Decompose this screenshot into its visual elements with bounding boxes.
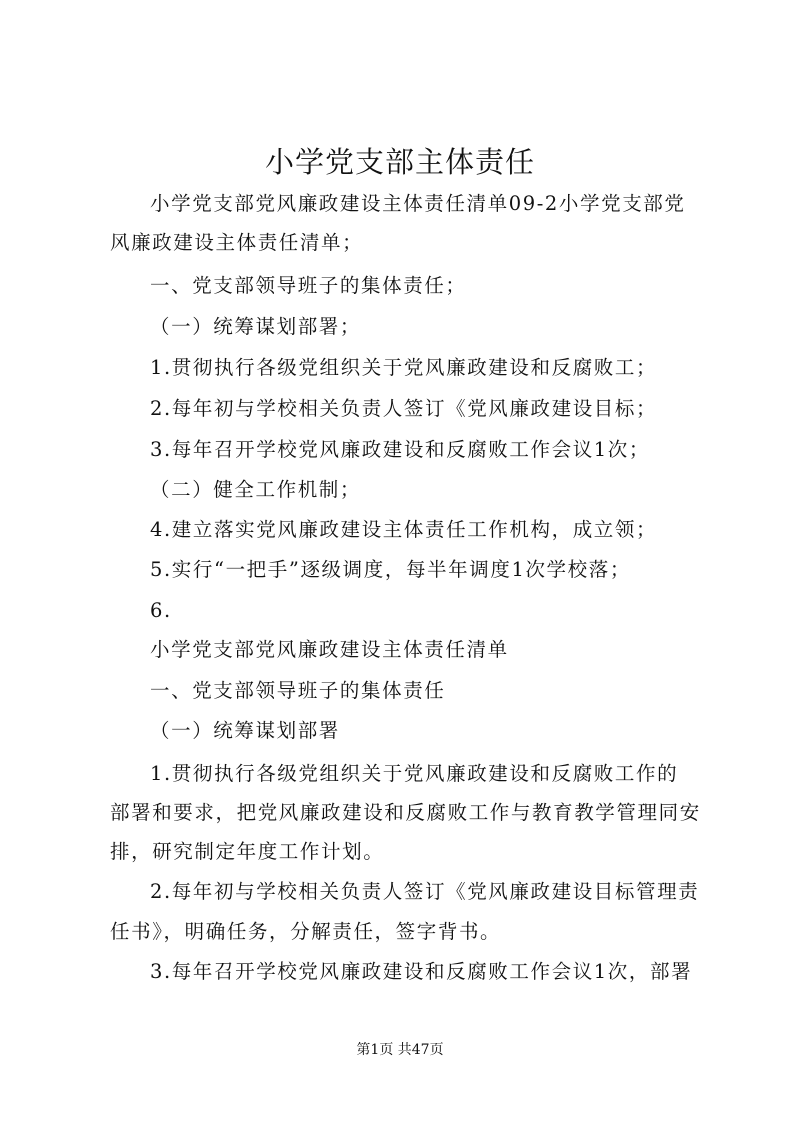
paragraph-line: 部署和要求，把党风廉政建设和反腐败工作与教育教学管理同安 xyxy=(110,801,701,824)
paragraph-line: 6. xyxy=(150,599,172,622)
paragraph-line: 3.每年召开学校党风廉政建设和反腐败工作会议1次； xyxy=(150,438,651,461)
paragraph-line: 一、党支部领导班子的集体责任 xyxy=(150,679,446,702)
paragraph-line: 任书》，明确任务，分解责任，签字背书。 xyxy=(110,920,502,943)
page-title: 小学党支部主体责任 xyxy=(264,145,535,179)
paragraph-line: 1.贯彻执行各级党组织关于党风廉政建设和反腐败工； xyxy=(150,356,658,379)
paragraph-line: 小学党支部党风廉政建设主体责任清单09-2小学党支部党 xyxy=(150,192,686,215)
paragraph-line: 小学党支部党风廉政建设主体责任清单 xyxy=(150,638,509,661)
paragraph-line: 3.每年召开学校党风廉政建设和反腐败工作会议1次，部署 xyxy=(150,960,693,983)
paragraph-line: （二）健全工作机制； xyxy=(150,478,362,501)
paragraph-line: 风廉政建设主体责任清单； xyxy=(110,231,364,254)
paragraph-line: （一）统筹谋划部署 xyxy=(150,719,340,742)
paragraph-line: （一）统筹谋划部署； xyxy=(150,315,362,338)
paragraph-line: 一、党支部领导班子的集体责任； xyxy=(150,274,467,297)
paragraph-line: 1.贯彻执行各级党组织关于党风廉政建设和反腐败工作的 xyxy=(150,762,679,785)
page-number-footer: 第1页 共47页 xyxy=(356,1042,444,1058)
paragraph-line: 2.每年初与学校相关负责人签订《党风廉政建设目标； xyxy=(150,397,658,420)
paragraph-line: 2.每年初与学校相关负责人签订《党风廉政建设目标管理责 xyxy=(150,880,700,903)
paragraph-line: 5.实行“一把手”逐级调度，每半年调度1次学校落； xyxy=(150,558,631,581)
paragraph-line: 排，研究制定年度工作计划。 xyxy=(110,840,385,863)
paragraph-line: 4.建立落实党风廉政建设主体责任工作机构，成立领； xyxy=(150,518,658,541)
